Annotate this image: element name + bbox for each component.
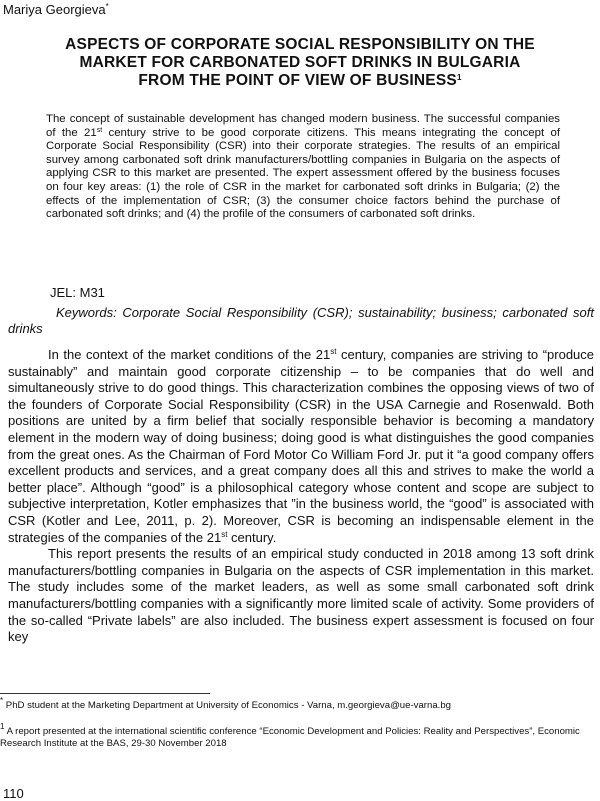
jel-code: JEL: M31 <box>50 285 105 300</box>
body-paragraph-1 <box>8 347 594 546</box>
author-text: Mariya Georgieva <box>3 2 106 17</box>
author-footnote-mark: * <box>105 2 109 11</box>
abstract-sup: st <box>96 126 103 134</box>
title-footnote-mark: 1 <box>456 73 462 82</box>
page-number: 110 <box>3 786 24 801</box>
abstract <box>46 113 560 222</box>
body-text <box>8 347 594 646</box>
title-line-1: ASPECTS OF CORPORATE SOCIAL RESPONSIBILITY ON THE <box>65 36 535 53</box>
footnote-1-mark: * <box>0 696 4 705</box>
abstract-text-2: century strive to be good corporate citizens. This means integrating the concept of Corporate Social Responsibility (CSR) into their corporate strategies. The results of an empirical survey among carbonated soft drink manufacturers/bottling companies in Bulgaria on the aspects of applying CSR to this market are presented. The expert assessment offered by the business focuses on four key areas: (1) the role of CSR in the market for carbonated soft drinks in Bulgaria; (2) the effects of the implementation of CSR; (3) the consumer choice factors behind the purchase of carbonated soft drinks; and (4) the profile of the consumers of carbonated soft drinks. <box>46 126 560 221</box>
body-p1-c: century. <box>227 529 277 545</box>
title-line-2: MARKET FOR CARBONATED SOFT DRINKS IN BULGARIA <box>79 54 521 71</box>
footnote-2-text: A report presented at the international scientific conference “Economic Development and Policies: Reality and Perspectives”, Economic Research Institute at the BAS, 29-30 November 2018 <box>0 726 580 749</box>
footnote-2 <box>0 722 600 750</box>
footnote-divider <box>0 693 210 694</box>
body-paragraph-2: This report presents the results of an empirical study conducted in 2018 among 13 soft drink manufacturers/bottling companies in Bulgaria on the aspects of CSR implementation in this market. The study includes some of the market leaders, as well as some small carbonated soft drink manufacturers/bottling companies with a significantly more limited scale of activity. Some providers of the so-called “Private labels” are also included. The business expert assessment is focused on four key <box>8 546 594 645</box>
footnote-1-text: PhD student at the Marketing Department at University of Economics - Varna, m.georgieva@ue-varna.bg <box>3 700 452 711</box>
keywords <box>8 305 594 337</box>
footnote-1 <box>0 696 600 712</box>
title-line-3 <box>8 72 592 90</box>
title-line-3-text: FROM THE POINT OF VIEW OF BUSINESS <box>138 72 457 89</box>
body-p1-sup-1: st <box>330 347 337 356</box>
footnote-2-mark: 1 <box>0 722 5 731</box>
abstract-text-1: The concept of sustainable development has changed modern business. The successful companies of the 21 <box>46 113 560 139</box>
paper-title <box>8 36 592 90</box>
body-p1-sup-2: st <box>221 529 228 539</box>
body-p1-a: In the context of the market conditions of the 21 <box>48 347 331 362</box>
keywords-text: Keywords: Corporate Social Responsibility (CSR); sustainability; business; carbonated soft drinks <box>8 305 594 336</box>
author-name <box>3 2 109 17</box>
body-p1-b: century, companies are striving to “produce sustainably” and maintain good corporate citizenship – to be companies that do well and simultaneously strive to do good things. This characterization combines the opposing views of two of the founders of Corporate Social Responsibility (CSR) in the USA Carnegie and Rosenwald. Both positions are united by a firm belief that socially responsible behavior is becoming a mandatory element in the modern way of doing business; doing good is what distinguishes the good companies from the great ones. As the Chairman of Ford Motor Co William Ford Jr. put it “a good company offers excellent products and services, and a great company does all this and strives to make the world a better place”. Although “good” is a philosophical category whose content and scope are subject to subjective interpretation, Kotler emphasizes that ”in the business world, the “good” is associated with CSR (Kotler and Lee, 2011, p. 2). Moreover, CSR is becoming an indispensable element in the strategies of the companies of the 21 <box>8 347 595 545</box>
